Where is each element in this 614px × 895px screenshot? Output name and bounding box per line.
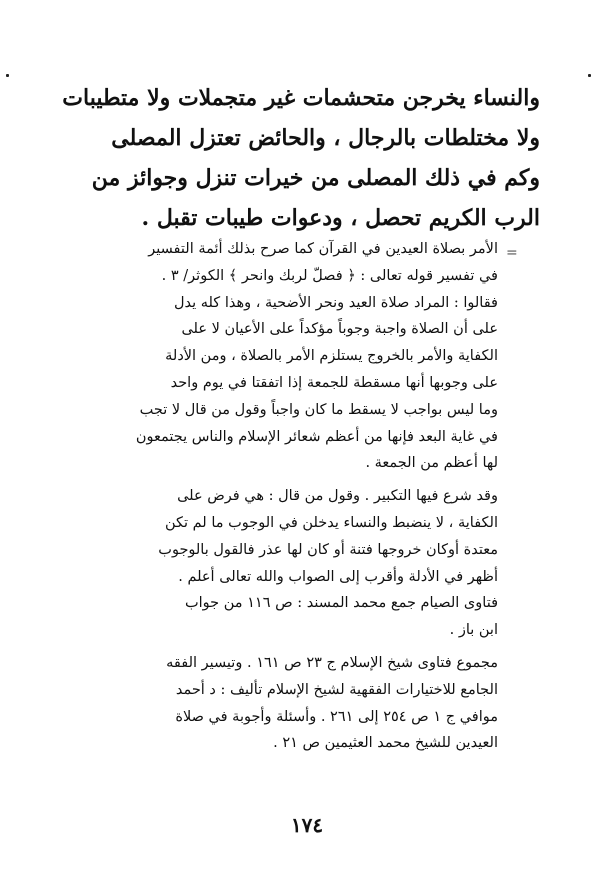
footnote-line: العيدين للشيخ محمد العثيمين ص ٢١ . xyxy=(273,735,498,752)
main-line: وكم في ذلك المصلى من خيرات تنزل وجوائز من xyxy=(91,165,540,191)
main-paragraph xyxy=(40,78,540,238)
footnote-line: على وجوبها أنها مسقطة للجمعة إذا اتفقتا في يوم واحد xyxy=(170,374,498,391)
footnote-line: الجامع للاختيارات الفقهية لشيخ الإسلام تأليف : د أحمد xyxy=(175,681,498,698)
footnote-block-1 xyxy=(66,236,498,477)
page-number: ١٧٤ xyxy=(290,813,324,837)
footnote-line: الكفاية ، لا ينضبط والنساء يدخلن في الوجوب ما لم تكن xyxy=(164,514,498,531)
footnote-block-3 xyxy=(66,590,498,644)
main-line: الرب الكريم تحصل ، ودعوات طيبات تقبل . xyxy=(141,205,540,231)
footnote-line: ابن باز . xyxy=(449,622,498,639)
footnote-line: الأمر بصلاة العيدين في القرآن كما صرح بذلك أئمة التفسير xyxy=(148,241,498,257)
footnote-line: أظهر في الأدلة وأقرب إلى الصواب والله تعالى أعلم . xyxy=(178,568,498,585)
footnote-line: الكفاية والأمر بالخروج يستلزم الأمر بالصلاة ، ومن الأدلة xyxy=(165,348,498,365)
footnote-continuation-marker: = xyxy=(506,245,518,261)
footnote-line: مجموع فتاوى شيخ الإسلام ج ٢٣ ص ١٦١ . وتيسير الفقه xyxy=(166,654,498,671)
main-line: ولا مختلطات بالرجال ، والحائض تعتزل المصلى xyxy=(111,125,540,151)
footnote-line: وما ليس بواجب لا يسقط ما كان واجباً وقول من قال لا تجب xyxy=(139,401,498,418)
main-line: والنساء يخرجن متحشمات غير متجملات ولا متطيبات xyxy=(62,85,540,111)
footnote-line: في غاية البعد فإنها من أعظم شعائر الإسلام والناس يجتمعون xyxy=(135,428,498,445)
footnote-line: موافي ج ١ ص ٢٥٤ إلى ٢٦١ . وأسئلة وأجوبة في صلاة xyxy=(175,708,498,725)
footnote-line: وقد شرع فيها التكبير . وقول من قال : هي فرض على xyxy=(177,488,498,505)
scan-mark-left xyxy=(6,74,9,77)
scan-mark-right xyxy=(588,74,591,77)
footnote-line: على أن الصلاة واجبة وجوباً مؤكداً على الأعيان لا على xyxy=(181,321,498,338)
footnote-block-4 xyxy=(66,650,498,757)
footnote-line: فقالوا : المراد صلاة العيد ونحر الأضحية ، وهذا كله يدل xyxy=(173,294,498,311)
footnote-block-2 xyxy=(66,483,498,590)
footnotes-section xyxy=(66,236,498,757)
footnote-line: لها أعظم من الجمعة . xyxy=(365,455,498,472)
footnote-line: فتاوى الصيام جمع محمد المسند : ص ١١٦ من جواب xyxy=(184,595,498,612)
footnote-line: معتدة أوكان خروجها فتنة أو كان لها عذر فالقول بالوجوب xyxy=(158,541,498,558)
footnote-line: في تفسير قوله تعالى : ﴿ فصلّ لربك وانحر ﴾ الكوثر/ ٣ . xyxy=(161,267,498,284)
